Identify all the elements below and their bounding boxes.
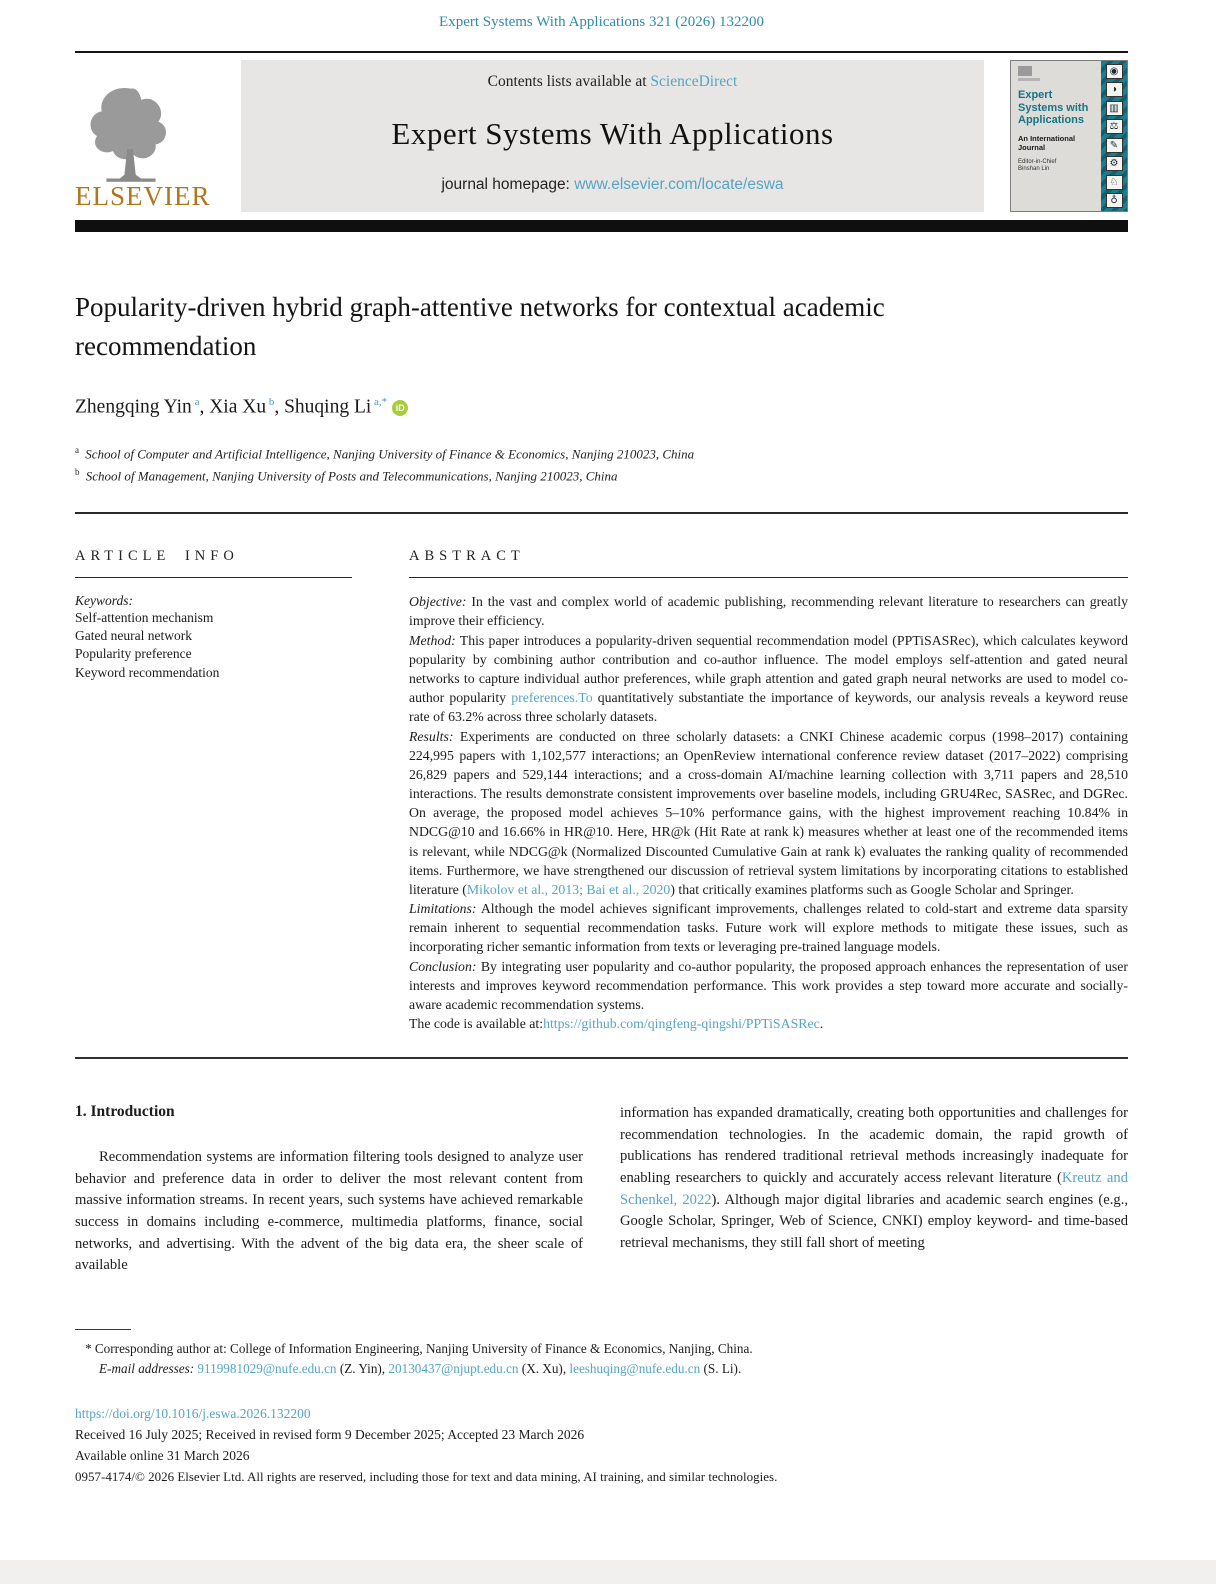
text-segment: In the vast and complex world of academic publishing, recommending relevant literature to researchers can greatly improve their efficiency. bbox=[409, 594, 1128, 629]
article-info-column bbox=[75, 548, 352, 1033]
cover-logo-mark-icon bbox=[1018, 66, 1032, 76]
text-segment: By integrating user popularity and co-author popularity, the proposed approach enhances the representation of user interests and improves keyword recommendation performance. This work provides a step toward more accurate and socially-aware academic recommendation systems. bbox=[409, 958, 1128, 1012]
doi-link[interactable]: https://doi.org/10.1016/j.eswa.2026.132200 bbox=[75, 1405, 311, 1421]
text-segment: information has expanded dramatically, creating both opportunities and challenges for recommendation technologies. In the academic domain, the rapid growth of publications has rendered traditional retrieval methods increasingly inadequate for enabling researchers to quickly and accurately access relevant literature ( bbox=[620, 1105, 1128, 1187]
author-name[interactable]: Shuqing Li bbox=[284, 396, 372, 418]
cover-title: Expert Systems with Applications bbox=[1018, 89, 1089, 127]
masthead-divider-bar bbox=[75, 220, 1128, 232]
abstract-body bbox=[409, 592, 1128, 1033]
contents-prefix: Contents lists available at bbox=[487, 73, 651, 90]
author-separator: , bbox=[199, 396, 210, 418]
knight-icon: ♘ bbox=[1106, 175, 1123, 190]
text-segment: This paper introduces a popularity-driven sequential recommendation model (PPTiSASRec), which calculates keyword popularity by combining author contribution and co-author influence. The model employs self-attention and gated neural networks to capture individual author preferences, while graph attention and gated graph neural networks are used to model co-author popularity bbox=[409, 632, 1128, 706]
scales-icon: ⚖ bbox=[1106, 119, 1123, 134]
paragraph bbox=[409, 1014, 1128, 1033]
author-affiliation-sup: a,* bbox=[371, 396, 388, 409]
text-segment: (Z. Yin), bbox=[336, 1361, 389, 1377]
keyword-item: Gated neural network bbox=[75, 628, 192, 644]
text-segment: (S. Li). bbox=[700, 1361, 742, 1377]
inline-link[interactable]: 20130437@njupt.edu.cn bbox=[388, 1361, 519, 1377]
affiliation-text: School of Computer and Artificial Intelligence, Nanjing University of Finance & Economics, Nanjing 210023, China bbox=[82, 446, 695, 462]
sciencedirect-link[interactable]: ScienceDirect bbox=[650, 73, 738, 90]
inline-link[interactable]: Mikolov et al., 2013; Bai et al., 2020 bbox=[466, 881, 671, 897]
introduction-heading: 1. Introduction bbox=[75, 1103, 175, 1121]
cover-logo-rule bbox=[1018, 78, 1040, 81]
keyword-item: Popularity preference bbox=[75, 646, 192, 662]
paragraph bbox=[409, 957, 1128, 1015]
homepage-line bbox=[251, 176, 974, 194]
keywords-list bbox=[75, 609, 352, 681]
author-name[interactable]: Zhengqing Yin bbox=[75, 396, 192, 418]
inline-link[interactable]: https://github.com/qingfeng-qingshi/PPTiSASRec bbox=[543, 1016, 820, 1032]
bar-chart-icon: ▥ bbox=[1106, 101, 1123, 116]
affiliations bbox=[75, 443, 1128, 487]
text-segment: Although the model achieves significant improvements, challenges related to cold-start and extreme data sparsity remain inherent to sequential recommendation tasks. Future work will explore methods to mitigate these issues, such as incorporating richer semantic information from texts or leveraging pre-trained language models. bbox=[409, 901, 1128, 955]
intro-left-column bbox=[75, 1103, 583, 1277]
contents-line bbox=[251, 73, 974, 91]
available-online-line: Available online 31 March 2026 bbox=[75, 1447, 250, 1463]
doi-line bbox=[75, 1406, 1128, 1422]
paragraph bbox=[75, 1147, 583, 1277]
cover-editor-name: Binshan Lin bbox=[1018, 166, 1050, 173]
text-segment: Experiments are conducted on three scholarly datasets: a CNKI Chinese academic corpus (1998–2017) containing 224,995 papers with 1,102,577 interactions; an OpenReview international conference review dataset (2017–2022) comprising 26,829 papers and 529,144 interactions; and a cross-domain AI/machine learning collection with 3,711 papers and 28,510 interactions. The results demonstrate consistent improvements over baseline models, including GRU4Rec, SASRec, and DGRec. On average, the proposed model achieves 5–10% performance gains, with the highest improvement reaching 10.84% in NDCG@10 and 16.66% in HR@10. Here, HR@k (Hit Rate at rank k) measures whether at least one of the recommended items is relevant, while NDCG@k (Normalized Discounted Cumulative Gain at rank k) evaluates the ranking quality of recommended items. Furthermore, we have strengthened our discussion of retrieval system limitations by incorporating citations to established literature ( bbox=[409, 728, 1128, 897]
page-bottom-strip bbox=[0, 1560, 1216, 1584]
journal-title: Expert Systems With Applications bbox=[391, 115, 834, 151]
text-segment: . bbox=[819, 1016, 824, 1032]
intro-right-text bbox=[620, 1103, 1128, 1254]
introduction-section bbox=[75, 1103, 1128, 1277]
text-segment: Conclusion: bbox=[409, 958, 477, 974]
abstract-heading: ABSTRACT bbox=[409, 548, 525, 565]
abstract-column bbox=[409, 548, 1128, 1033]
article-info-heading: ARTICLE INFO bbox=[75, 548, 239, 565]
text-segment: The code is available at: bbox=[409, 1016, 544, 1032]
inline-link[interactable]: preferences.To bbox=[511, 690, 593, 706]
journal-citation[interactable]: Expert Systems With Applications 321 (2026) 132200 bbox=[439, 14, 764, 30]
text-segment: ) that critically examines platforms such as Google Scholar and Springer. bbox=[670, 881, 1074, 897]
inline-link[interactable]: leeshuqing@nufe.edu.cn bbox=[569, 1361, 701, 1377]
homepage-prefix: journal homepage: bbox=[441, 176, 575, 193]
text-segment: Results: bbox=[409, 728, 454, 744]
keywords-label: Keywords: bbox=[75, 593, 133, 609]
bottom-block-rule bbox=[75, 1057, 1128, 1059]
article-info-rule bbox=[75, 577, 352, 578]
author-separator: , bbox=[274, 396, 285, 418]
cover-editor-label: Editor-in-Chief bbox=[1018, 158, 1057, 165]
masthead bbox=[75, 51, 1128, 212]
cover-subtitle: An International Journal bbox=[1018, 133, 1076, 153]
text-segment: E-mail addresses: bbox=[99, 1361, 198, 1377]
text-segment: Limitations: bbox=[409, 901, 477, 917]
author-affiliation-sup: b bbox=[266, 396, 275, 409]
paragraph bbox=[409, 631, 1128, 727]
homepage-link[interactable]: www.elsevier.com/locate/eswa bbox=[574, 176, 784, 193]
footnote-rule bbox=[75, 1329, 131, 1330]
abstract-rule bbox=[409, 577, 1128, 578]
paragraph bbox=[620, 1103, 1128, 1254]
author-list bbox=[75, 396, 1128, 419]
intro-left-text bbox=[75, 1147, 583, 1277]
paragraph bbox=[409, 592, 1128, 630]
journal-cover-thumbnail[interactable] bbox=[1010, 60, 1128, 212]
info-abstract-block bbox=[75, 514, 1128, 1033]
footer-meta bbox=[75, 1406, 1128, 1485]
cover-left-panel bbox=[1011, 61, 1101, 211]
text-segment: Recommendation systems are information filtering tools designed to analyze user behavior and preference data in order to deliver the most relevant content from massive information streams. In recent years, such systems have achieved remarkable success in domains including e-commerce, multimedia platforms, finance, social networks, and advertising. With the advent of the big data era, the sheer scale of available bbox=[75, 1149, 583, 1274]
inline-link[interactable]: Kreutz and Schenkel, 2022 bbox=[620, 1170, 1128, 1208]
masthead-center bbox=[241, 60, 984, 212]
keyword-item: Self-attention mechanism bbox=[75, 610, 214, 626]
copyright-line: 0957-4174/© 2026 Elsevier Ltd. All rights are reserved, including those for text and data mining, AI training, and similar technologies. bbox=[75, 1468, 778, 1484]
keyword-item: Keyword recommendation bbox=[75, 664, 220, 680]
affiliation-line bbox=[75, 465, 1128, 487]
affiliation-sup: b bbox=[75, 466, 80, 477]
text-segment: (X. Xu), bbox=[518, 1361, 570, 1377]
inline-link[interactable]: 9119981029@nufe.edu.cn bbox=[197, 1361, 337, 1377]
orcid-icon[interactable]: iD bbox=[392, 400, 408, 416]
elsevier-tree-icon bbox=[79, 83, 183, 187]
corresponding-author-note bbox=[75, 1339, 1128, 1359]
text-segment: ). Although major digital libraries and academic search engines (e.g., Google Scholar, Springer, Web of Science, CNKI) employ keyword- and time-based retrieval mechanisms, they still fall short of meeting bbox=[620, 1191, 1128, 1251]
footnote-block bbox=[75, 1329, 1128, 1380]
text-segment: * Corresponding author at: College of Information Engineering, Nanjing University of Finance & Economics, Nanjing, China. bbox=[85, 1340, 753, 1356]
text-segment: quantitatively substantiate the importance of keywords, our analysis reveals a keyword reuse rate of 63.2% across three scholarly datasets. bbox=[409, 690, 1129, 725]
text-segment: Method: bbox=[409, 632, 456, 648]
author-name[interactable]: Xia Xu bbox=[209, 396, 267, 418]
affiliation-line bbox=[75, 443, 1128, 465]
paragraph bbox=[409, 899, 1128, 957]
received-line: Received 16 July 2025; Received in revised form 9 December 2025; Accepted 23 March 2026 bbox=[75, 1426, 585, 1442]
affiliation-sup: a bbox=[75, 444, 79, 455]
pen-icon: ✎ bbox=[1106, 138, 1123, 153]
steering-wheel-icon: ◉ bbox=[1106, 64, 1123, 79]
elsevier-logo[interactable] bbox=[75, 60, 215, 212]
cover-icon-band bbox=[1101, 61, 1127, 211]
paragraph bbox=[409, 727, 1128, 900]
intro-right-column bbox=[620, 1103, 1128, 1277]
camera-icon: ◑ bbox=[1106, 82, 1123, 97]
email-addresses-line bbox=[75, 1359, 1128, 1379]
caduceus-icon: ♁ bbox=[1106, 193, 1123, 208]
article-title: Popularity-driven hybrid graph-attentive networks for contextual academic recommendation bbox=[75, 292, 885, 362]
gear-icon: ⚙ bbox=[1106, 156, 1123, 171]
text-segment: Objective: bbox=[409, 594, 467, 610]
affiliation-text: School of Management, Nanjing University of Posts and Telecommunications, Nanjing 210023, China bbox=[82, 467, 618, 483]
author-affiliation-sup: a bbox=[191, 396, 200, 409]
elsevier-wordmark: ELSEVIER bbox=[75, 181, 211, 211]
cover-editor bbox=[1018, 159, 1097, 175]
